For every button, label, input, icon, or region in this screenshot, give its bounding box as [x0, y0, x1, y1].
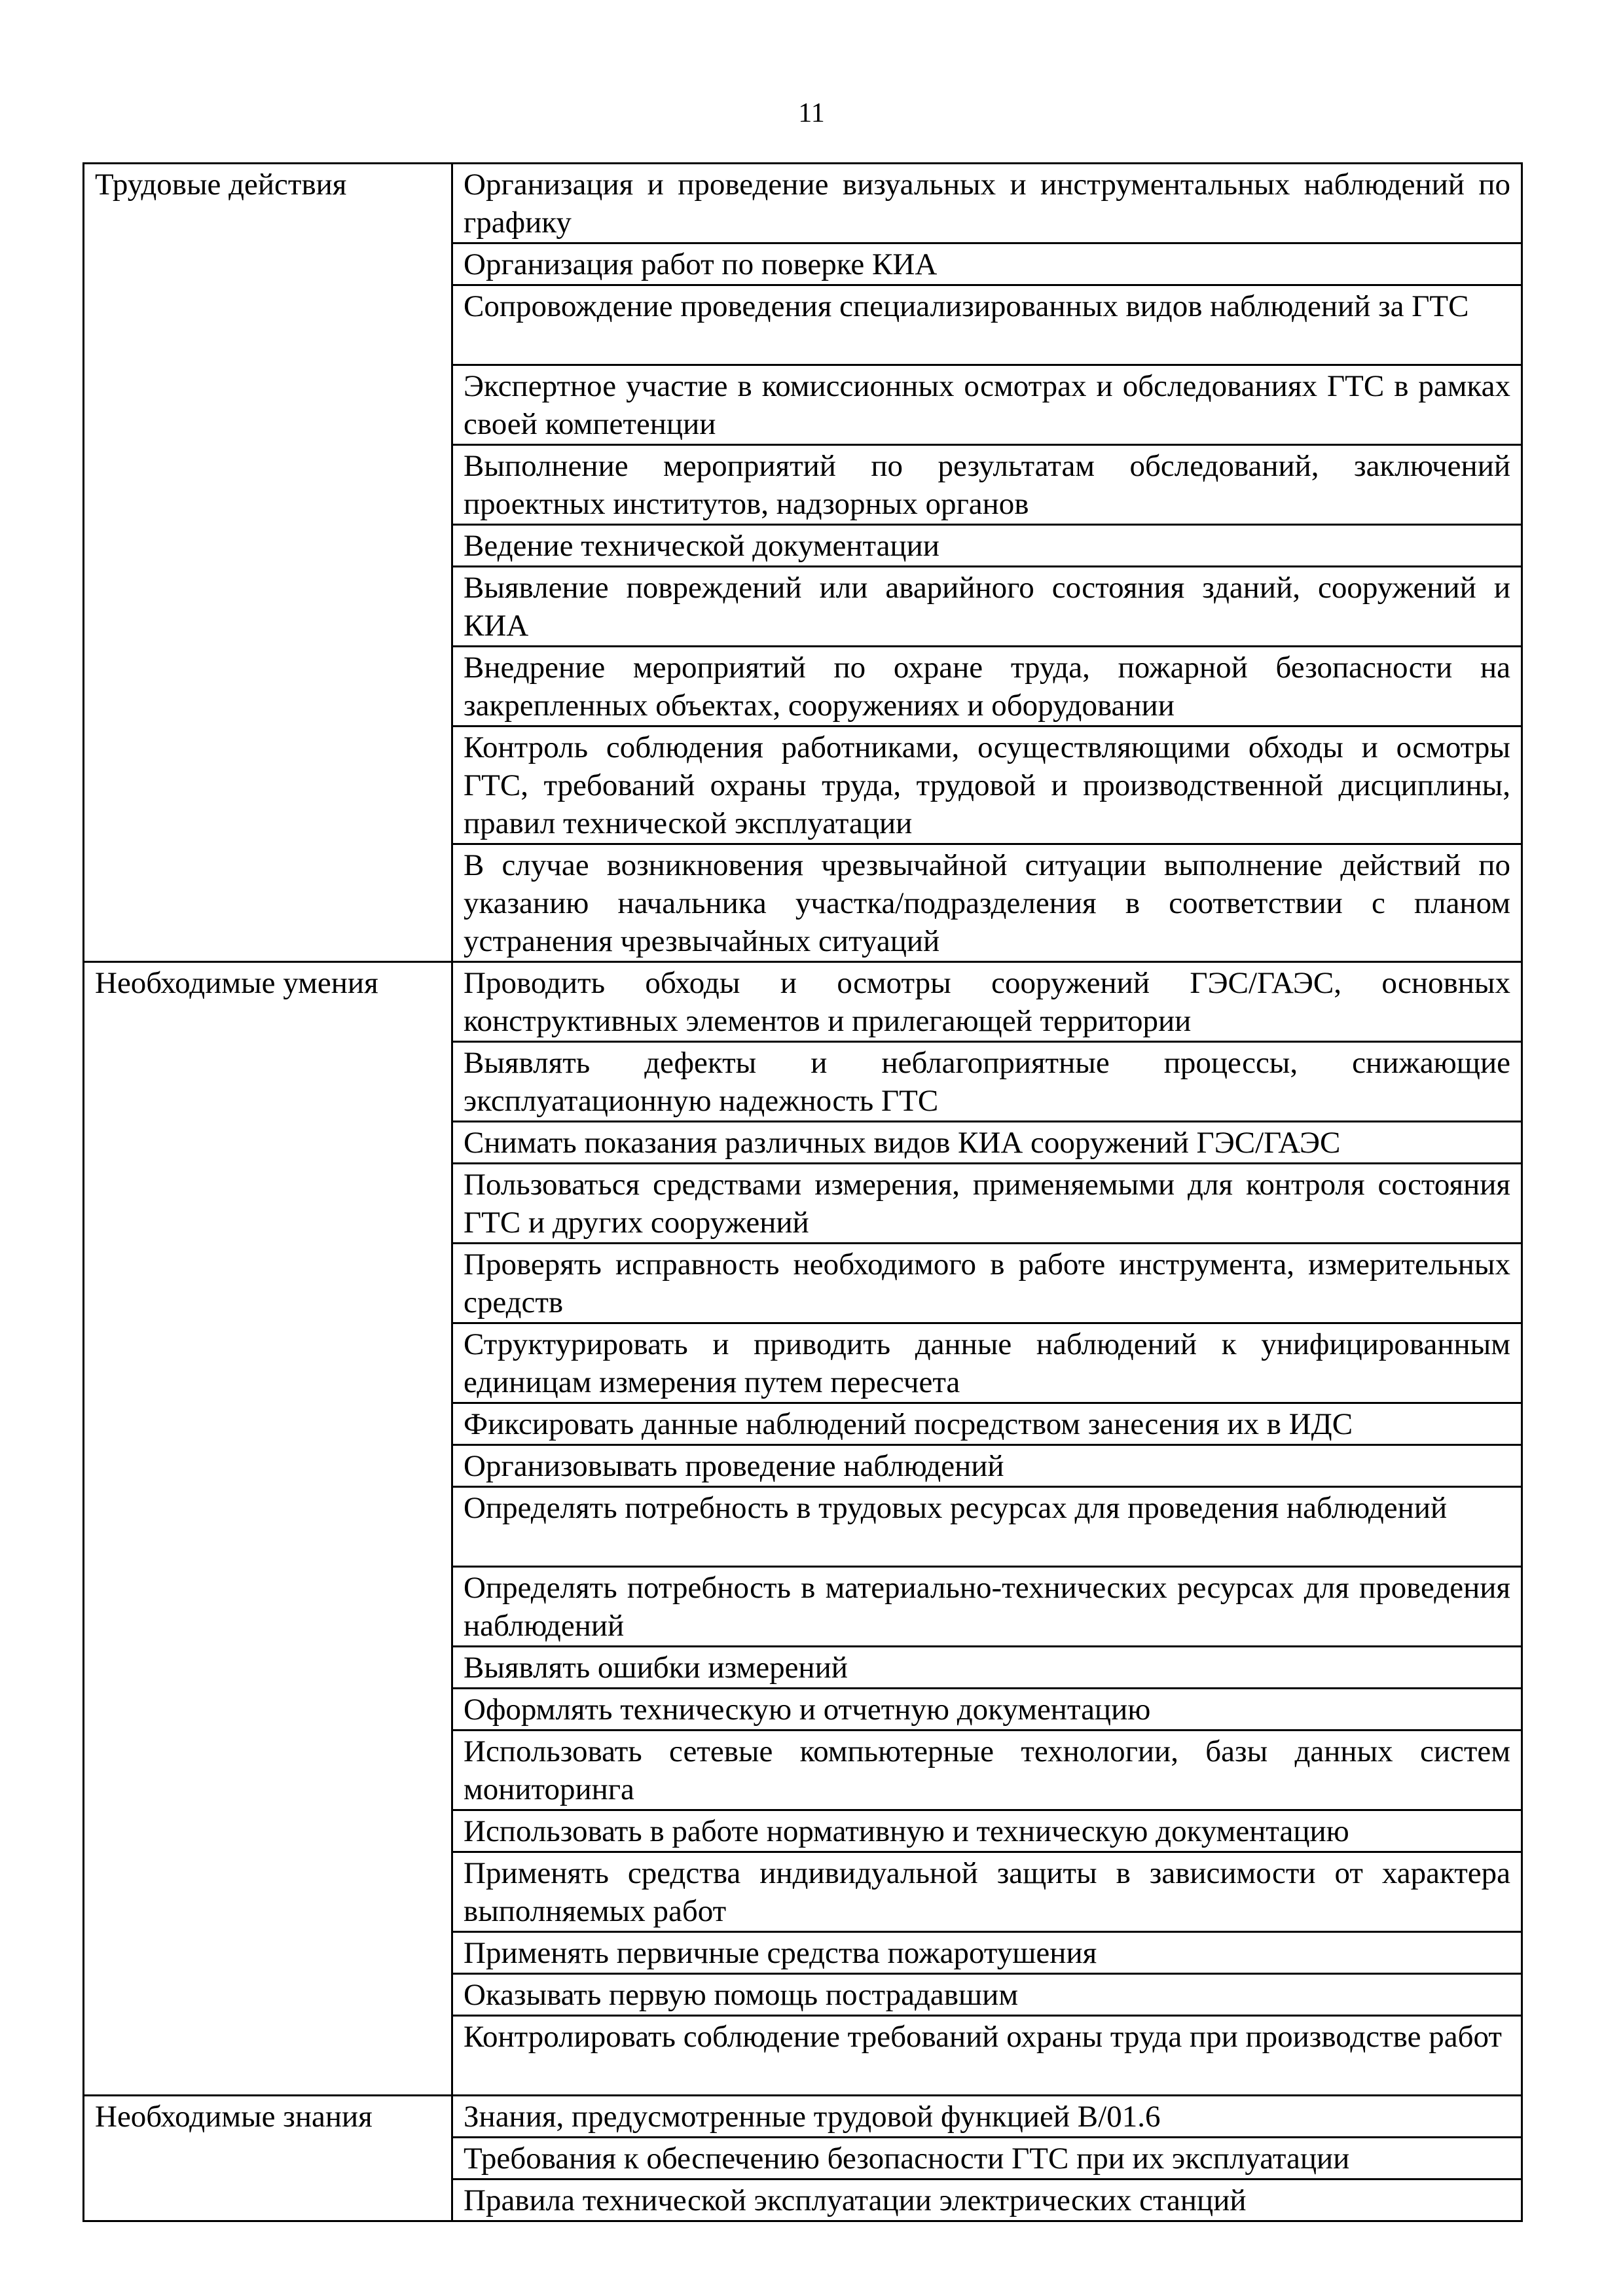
table-cell: Проверять исправность необходимого в работе инструмента, измерительных средств: [452, 1244, 1522, 1323]
table-cell: Контролировать соблюдение требований охраны труда при производстве работ: [452, 2016, 1522, 2096]
section-label-required-skills: Необходимые умения: [84, 962, 452, 2096]
table-cell: Использовать сетевые компьютерные технологии, базы данных систем мониторинга: [452, 1731, 1522, 1810]
table-cell: Сопровождение проведения специализированных видов наблюдений за ГТС: [452, 285, 1522, 365]
table-cell: Знания, предусмотренные трудовой функцией В/01.6: [452, 2096, 1522, 2138]
table-cell: Правила технической эксплуатации электрических станций: [452, 2179, 1522, 2221]
table-cell: Определять потребность в материально-технических ресурсах для проведения наблюдений: [452, 1567, 1522, 1647]
table-cell: Применять средства индивидуальной защиты в зависимости от характера выполняемых работ: [452, 1852, 1522, 1932]
table-cell: Выполнение мероприятий по результатам обследований, заключений проектных институтов, надзорных органов: [452, 445, 1522, 525]
table-row: [84, 962, 1522, 1042]
table-cell: Структурировать и приводить данные наблюдений к унифицированным единицам измерения путем пересчета: [452, 1323, 1522, 1403]
table-cell: Фиксировать данные наблюдений посредством занесения их в ИДС: [452, 1403, 1522, 1445]
table-cell: Экспертное участие в комиссионных осмотрах и обследованиях ГТС в рамках своей компетенции: [452, 365, 1522, 445]
table-cell: Оформлять техническую и отчетную документацию: [452, 1689, 1522, 1731]
table-cell: Применять первичные средства пожаротушения: [452, 1932, 1522, 1974]
table-cell: Проводить обходы и осмотры сооружений ГЭС/ГАЭС, основных конструктивных элементов и прилегающей территории: [452, 962, 1522, 1042]
table-cell: Выявлять дефекты и неблагоприятные процессы, снижающие эксплуатационную надежность ГТС: [452, 1042, 1522, 1122]
table-cell: Пользоваться средствами измерения, применяемыми для контроля состояния ГТС и других сооружений: [452, 1164, 1522, 1244]
page-number: 11: [798, 98, 825, 128]
table-cell: Снимать показания различных видов КИА сооружений ГЭС/ГАЭС: [452, 1122, 1522, 1164]
table-cell: Организация работ по поверке КИА: [452, 243, 1522, 285]
table-cell: Внедрение мероприятий по охране труда, пожарной безопасности на закрепленных объектах, сооружениях и оборудовании: [452, 647, 1522, 726]
table-cell: В случае возникновения чрезвычайной ситуации выполнение действий по указанию начальника участка/подразделения в соответствии с планом устранения чрезвычайных ситуаций: [452, 844, 1522, 962]
table-cell: Организация и проведение визуальных и инструментальных наблюдений по графику: [452, 164, 1522, 243]
table-cell: Использовать в работе нормативную и техническую документацию: [452, 1810, 1522, 1852]
table-cell: Требования к обеспечению безопасности ГТС при их эксплуатации: [452, 2138, 1522, 2179]
requirements-table: [82, 162, 1523, 2222]
table-cell: Оказывать первую помощь пострадавшим: [452, 1974, 1522, 2016]
table-row: [84, 164, 1522, 243]
section-label-labor-actions: Трудовые действия: [84, 164, 452, 962]
table-cell: Контроль соблюдения работниками, осуществляющими обходы и осмотры ГТС, требований охраны труда, трудовой и производственной дисциплины, правил технической эксплуатации: [452, 726, 1522, 844]
table-cell: Выявлять ошибки измерений: [452, 1647, 1522, 1689]
table-cell: Определять потребность в трудовых ресурсах для проведения наблюдений: [452, 1487, 1522, 1567]
table-cell: Ведение технической документации: [452, 525, 1522, 567]
table-cell: Выявление повреждений или аварийного состояния зданий, сооружений и КИА: [452, 567, 1522, 647]
table-row: [84, 2096, 1522, 2138]
section-label-required-knowledge: Необходимые знания: [84, 2096, 452, 2221]
table-cell: Организовывать проведение наблюдений: [452, 1445, 1522, 1487]
